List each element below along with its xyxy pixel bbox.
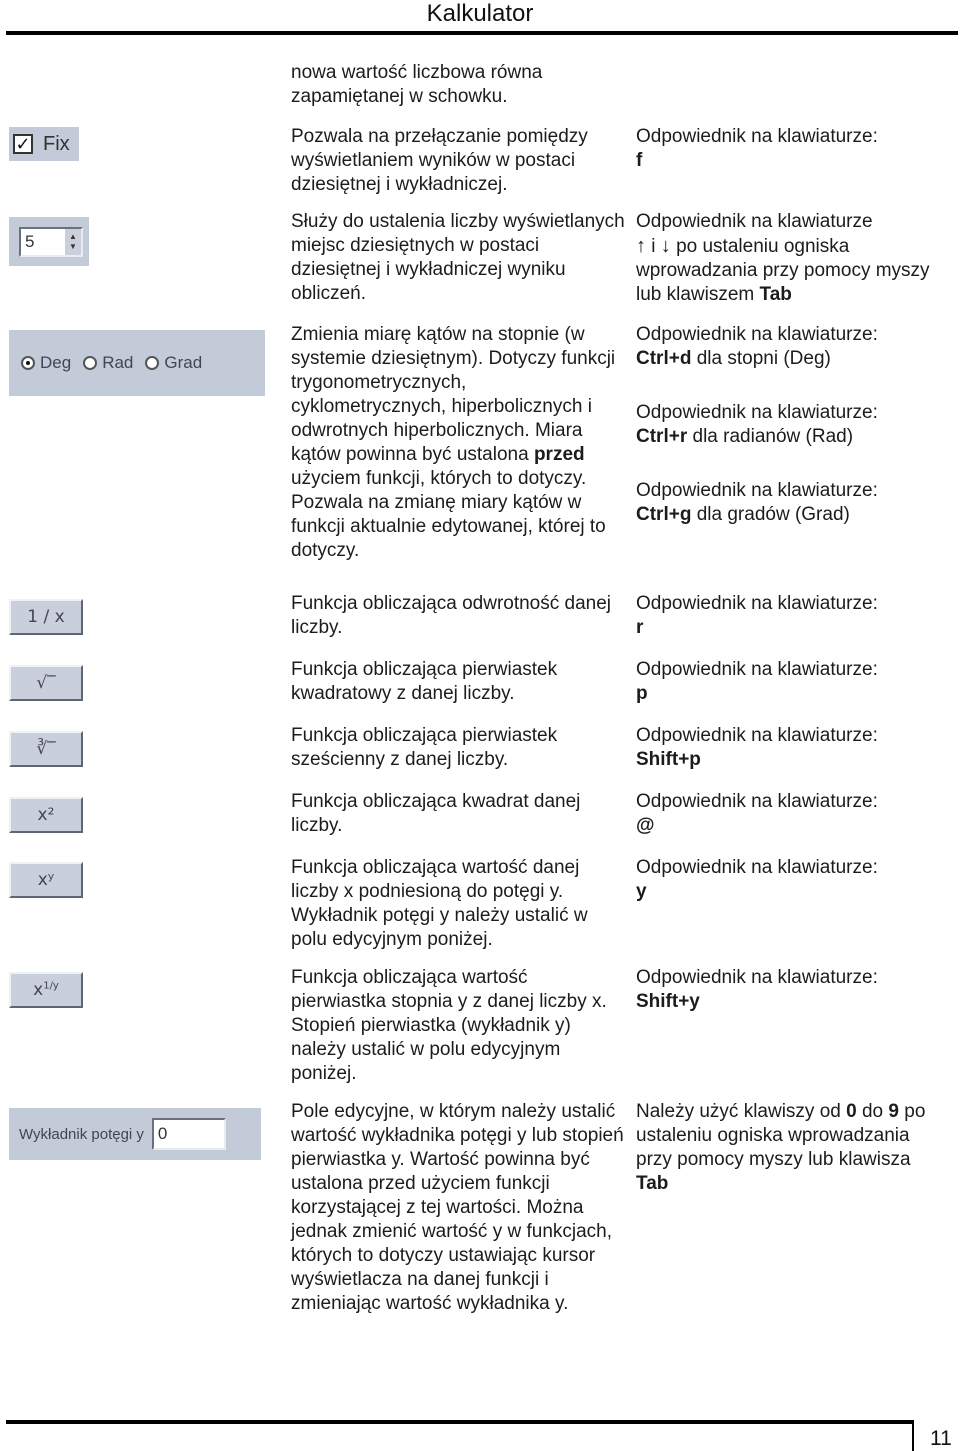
fix-description: Pozwala na przełączanie pomiędzy wyświetlaniem wyników w postaci dziesiętnej i wykładniczej.	[291, 126, 588, 195]
reciprocal-shortcut: Odpowiednik na klawiaturze: r	[636, 593, 878, 638]
sqrt-button-image	[9, 665, 83, 701]
x-power-y-icon: xʸ	[37, 870, 55, 890]
fix-label: Fix	[43, 132, 70, 155]
radio-deg: Deg	[21, 353, 71, 373]
square-shortcut: Odpowiednik na klawiaturze: @	[636, 791, 878, 836]
cbrt-shortcut: Odpowiednik na klawiaturze: Shift+p	[636, 725, 878, 770]
fix-shortcut	[636, 125, 936, 173]
angles-shortcuts	[636, 323, 936, 527]
cbrt-description: Funkcja obliczająca pierwiastek sześcienny z danej liczby.	[291, 725, 558, 770]
spinner-arrows-icon: ▲ ▼	[65, 229, 81, 255]
exponent-description: Pole edycyjne, w którym należy ustalić wartość wykładnika potęgi y lub stopień pierwiastka y. Wartość powinna być ustalona przed użyciem funkcji korzystającej z tej wartości. Można jednak zmienić wartość y w funkcjach, których to dotyczy ustawiając kursor wyświetlacza na danej funkcji i zmieniając wartość wykładnika y.	[291, 1101, 624, 1314]
exponent-field-widget	[9, 1108, 261, 1160]
reciprocal-description: Funkcja obliczająca odwrotność danej liczby.	[291, 593, 612, 638]
root-button-image	[9, 972, 83, 1008]
square-root-icon: √‾	[36, 673, 56, 693]
x-squared-icon: x²	[37, 805, 55, 825]
checkbox-checked-icon: ✓	[13, 134, 33, 154]
cbrt-button-image	[9, 731, 83, 767]
radio-empty-icon	[145, 356, 159, 370]
power-description: Funkcja obliczająca wartość danej liczby x podniesioną do potęgi y. Wykładnik potęgi y należy ustalić w polu edycyjnym poniżej.	[291, 857, 588, 950]
cube-root-icon: ∛‾	[36, 739, 56, 759]
square-button-image	[9, 797, 83, 833]
sqrt-shortcut: Odpowiednik na klawiaturze: p	[636, 659, 878, 704]
root-shortcut: Odpowiednik na klawiaturze: Shift+y	[636, 967, 878, 1012]
angles-description: Zmienia miarę kątów na stopnie (w systemie dziesiętnym). Dotyczy funkcji trygonometrycznych, cyklometrycznych, hiperbolicznych i odwrotnych hiperbolicznych. Miara kątów powinna być ustalona przed użyciem funkcji, których to dotyczy. Pozwala na zmianę miary kątów w funkcji aktualnie edytowanej, której to dotyczy.	[291, 324, 616, 561]
shortcut-prefix: Odpowiednik na klawiaturze:	[636, 126, 878, 147]
spinner-value: 5	[25, 231, 35, 251]
digits-shortcut	[636, 210, 936, 307]
exponent-label: Wykładnik potęgi y	[19, 1125, 144, 1143]
memory-description: nowa wartość liczbowa równa zapamiętanej w schowku.	[291, 62, 543, 107]
radio-rad: Rad	[83, 353, 133, 373]
root-description: Funkcja obliczająca wartość pierwiastka stopnia y z danej liczby x. Stopień pierwiastka (wykładnik y) należy ustalić w polu edycyjnym poniżej.	[291, 967, 607, 1084]
shortcut-deg: Odpowiednik na klawiaturze: Ctrl+d dla stopni (Deg)	[636, 324, 878, 369]
fix-checkbox-widget	[9, 127, 79, 161]
radio-empty-icon	[83, 356, 97, 370]
shortcut-key: f	[636, 150, 643, 171]
square-description: Funkcja obliczająca kwadrat danej liczby.	[291, 791, 581, 836]
shortcut-grad: Odpowiednik na klawiaturze: Ctrl+g dla gradów (Grad)	[636, 480, 878, 525]
shortcut-text: po ustaleniu ogniska wprowadzania przy pomocy myszy lub klawiszem	[636, 236, 930, 305]
radio-grad: Grad	[145, 353, 202, 373]
power-shortcut: Odpowiednik na klawiaturze: y	[636, 857, 878, 902]
footer-rule	[6, 1420, 912, 1424]
shortcut-rad: Odpowiednik na klawiaturze: Ctrl+r dla radianów (Rad)	[636, 402, 878, 447]
exponent-value: 0	[152, 1118, 226, 1150]
shortcut-prefix: Odpowiednik na klawiaturze	[636, 211, 873, 232]
shortcut-key: Tab	[759, 284, 792, 305]
power-button-image	[9, 862, 83, 898]
angle-unit-radio-group	[9, 330, 265, 396]
sqrt-description: Funkcja obliczająca pierwiastek kwadratowy z danej liczby.	[291, 659, 558, 704]
digits-description: Służy do ustalenia liczby wyświetlanych miejsc dziesiętnych w postaci dziesiętnej i wykładniczej wyniku obliczeń.	[291, 211, 625, 304]
decimal-places-spinner-widget	[9, 217, 89, 266]
page-header-title: Kalkulator	[426, 0, 534, 27]
exponent-shortcut: Należy użyć klawiszy od 0 do 9 po ustaleniu ogniska wprowadzania przy pomocy myszy lub klawisza Tab	[636, 1101, 926, 1194]
page-number: 11	[930, 1427, 952, 1450]
footer-corner-rule	[912, 1420, 914, 1451]
arrow-up-icon: ↑	[636, 235, 646, 257]
arrow-down-icon: ↓	[660, 235, 671, 257]
x-power-1-over-y-icon: $x^{1/y}$	[33, 980, 59, 1000]
radio-selected-icon	[21, 356, 35, 370]
spinner-field	[19, 227, 83, 257]
shortcut-and: i	[651, 236, 656, 257]
header-rule	[6, 31, 958, 35]
reciprocal-button-image: 1 / x	[9, 599, 83, 635]
